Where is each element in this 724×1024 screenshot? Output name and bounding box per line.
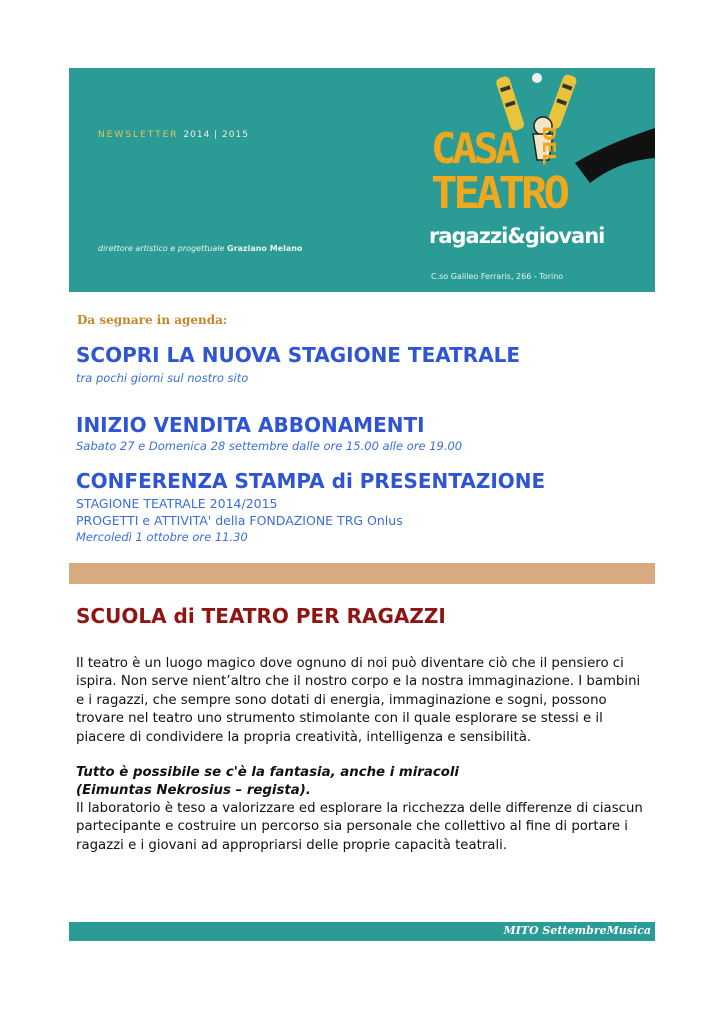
school-paragraph-1: Il teatro è un luogo magico dove ognuno di noi può diventare ciò che il pensiero ci ispira. Non serve nient’altro che il nostro corpo e la nostra immaginazione. I bambini e i ragazzi, che sempre sono dotati di energia, immaginazione e sogni, possono trovare nel teatro uno strumento stimolante con il quale esplorare se stessi e il piacere di condividere la propria creatività, intelligenza e sensibilità.	[76, 656, 641, 745]
section-title-subscriptions: INIZIO VENDITA ABBONAMENTI	[76, 413, 425, 437]
section-sub-new-season: tra pochi giorni sul nostro sito	[76, 371, 249, 385]
section-divider	[69, 563, 655, 584]
logo-casa-text: CASA	[431, 124, 517, 173]
quote-line-1: Tutto è possibile se c'è la fantasia, anche i miracoli	[76, 765, 459, 780]
theater-address: C.so Galileo Ferraris, 266 - Torino	[431, 272, 564, 281]
logo-subtitle: ragazzi&giovani	[429, 224, 605, 248]
director-credit	[98, 244, 302, 253]
section-title-press-conference: CONFERENZA STAMPA di PRESENTAZIONE	[76, 469, 546, 493]
press-line-season: STAGIONE TEATRALE 2014/2015	[76, 496, 278, 511]
school-paragraph-2: Il laboratorio è teso a valorizzare ed esplorare la ricchezza delle differenze di ciascun partecipante e costruire un percorso sia personale che collettivo al fine di portare i ragazzi e i giovani ad appropriarsi delle proprie capacità teatrali.	[76, 801, 643, 853]
newsletter-label	[98, 130, 249, 140]
section-sub-subscriptions: Sabato 27 e Domenica 28 settembre dalle ore 15.00 alle ore 19.00	[76, 439, 463, 453]
section-title-new-season: SCOPRI LA NUOVA STAGIONE TEATRALE	[76, 343, 521, 367]
school-title: SCUOLA di TEATRO PER RAGAZZI	[76, 604, 446, 628]
newsletter-label-text: NEWSLETTER	[98, 130, 179, 140]
press-line-date: Mercoledì 1 ottobre ore 11.30	[76, 530, 248, 544]
director-prefix: direttore artistico e progettuale	[98, 244, 225, 253]
quote-attribution: (Eimuntas Nekrosius – regista).	[76, 783, 311, 799]
school-quote	[76, 764, 459, 801]
casa-del-teatro-logo	[425, 68, 655, 292]
newsletter-years: 2014 | 2015	[183, 130, 249, 140]
director-name: Graziano Melano	[227, 244, 303, 253]
logo-del-text: DEL	[538, 126, 559, 165]
press-line-projects: PROGETTI e ATTIVITA' della FONDAZIONE TRG Onlus	[76, 513, 403, 528]
logo-teatro-text: TEATRO	[431, 168, 566, 219]
footer-bar	[69, 922, 655, 941]
agenda-label: Da segnare in agenda:	[77, 313, 228, 327]
footer-text: MITO SettembreMusica	[503, 924, 651, 937]
newsletter-banner	[69, 68, 655, 292]
